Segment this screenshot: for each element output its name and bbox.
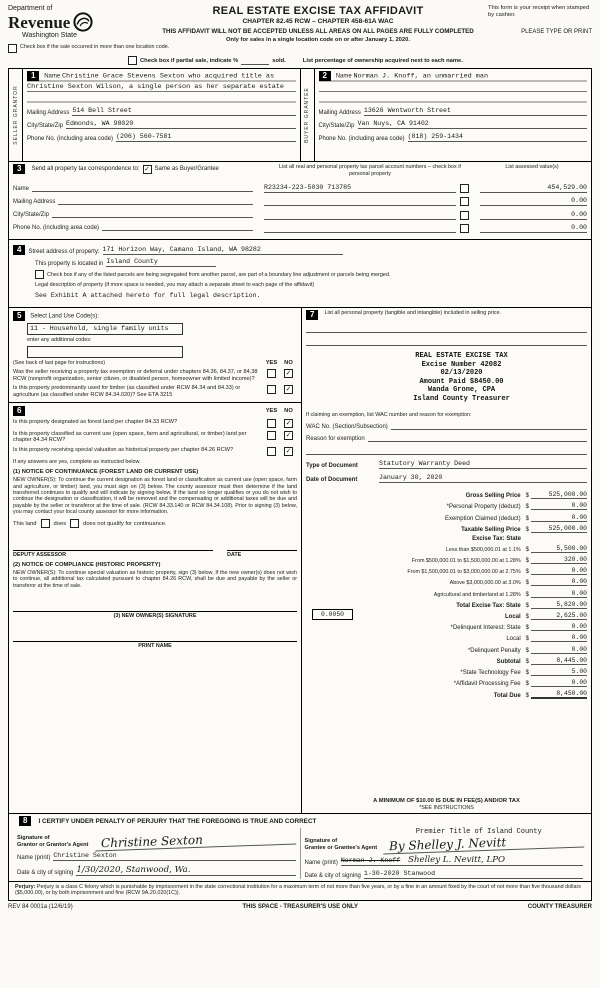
section-1-seller <box>9 69 301 161</box>
s6-q2-yes-checkbox[interactable] <box>267 431 276 440</box>
buyer-name-field[interactable] <box>319 71 588 103</box>
bracket-1-label: Less than $500,000.01 at 1.1% <box>446 546 521 553</box>
perjury-label: Perjury: <box>15 884 36 890</box>
dollar-sign: $ <box>525 515 529 522</box>
grantee-agent-label: Grantee or Grantee's Agent <box>304 844 378 851</box>
assessed-values-header: List assessed value(s) <box>505 164 559 170</box>
see-back-label: (See back of last page for instructions) <box>13 359 105 366</box>
parcel-numbers-header: List all real and personal property tax parcel account numbers – check box if personal property <box>279 164 461 177</box>
grantee-signature-block <box>300 828 588 879</box>
print-name-label: PRINT NAME <box>138 643 172 650</box>
partial-sale-percent-field[interactable] <box>241 57 269 65</box>
grantee-date-city-value[interactable]: 1-30-2020 Stanwood <box>364 870 583 879</box>
buyer-side-strip <box>301 69 315 161</box>
delinquent-penalty-value[interactable]: 0.00 <box>531 646 587 654</box>
reason-label: Reason for exemption <box>306 436 365 443</box>
left-column <box>9 308 302 813</box>
deputy-date-label: DATE <box>227 552 242 559</box>
treasurer-space-label: THIS SPACE - TREASURER'S USE ONLY <box>242 903 358 910</box>
minimum-due-note: A MINIMUM OF $10.00 IS DUE IN FEE(S) AND/OR TAX <box>373 798 520 804</box>
section-7-excise-tax <box>302 308 591 813</box>
partial-sale-row <box>128 56 592 65</box>
sold-label: sold. <box>272 57 286 64</box>
perjury-clause <box>9 882 591 900</box>
single-location-note: Only for sales in a single location code on or after January 1, 2020. <box>226 37 410 43</box>
s5-question-1: Was the seller receiving a property tax exemption or deferral under chapters 84.36, 84.37, or 84.38 RCW (nonprofit organization, senior citizen, or disabled person, homeowner with limited income)? <box>13 369 258 382</box>
seller-buyer-row <box>9 69 591 162</box>
taxable-selling-price-value[interactable]: 525,000.00 <box>531 525 587 533</box>
state-technology-fee-value[interactable]: 5.00 <box>531 668 587 676</box>
total-excise-state-value[interactable]: 5,820.00 <box>531 601 587 609</box>
s5-q2-no-checkbox[interactable]: ✓ <box>285 386 292 394</box>
grantee-signature[interactable] <box>382 833 583 855</box>
s5-question-2: Is this property predominantly used for timber (as classified under RCW 84.34 and 84.33) or agriculture (as classified under RCW 84.34.020)? See ETA 3215 <box>13 385 241 398</box>
grantor-signature-block <box>13 828 300 879</box>
county-treasurer-label: COUNTY TREASURER <box>527 903 592 910</box>
new-owner-signature-line[interactable] <box>13 601 297 612</box>
revenue-wordmark: Revenue <box>8 12 71 32</box>
seller-side-strip <box>9 69 23 161</box>
parcel-number-2[interactable] <box>264 197 456 206</box>
delinquent-interest-state-label: *Delinquent Interest: State <box>450 625 521 632</box>
s6-no-header: NO <box>284 407 293 414</box>
section-7-badge: 7 <box>306 310 318 320</box>
subtotal-label: Subtotal <box>496 658 521 665</box>
section-4-property <box>9 240 591 308</box>
street-address-value[interactable]: 171 Horizon Way, Camano Island, WA 98282 <box>103 246 343 255</box>
state-technology-fee-label: *State Technology Fee <box>460 669 521 676</box>
doc-type-value[interactable]: Statutory Warranty Deed <box>379 460 587 469</box>
personal-property-blank-1[interactable] <box>306 323 587 333</box>
seller-side-label: SELLER GRANTOR <box>12 85 19 145</box>
s5-q2-yes-checkbox[interactable] <box>267 385 276 394</box>
buyer-name-value[interactable]: Norman J. Knoff, an unmarried man <box>353 72 489 81</box>
seller-mailing-label: Mailing Address <box>27 110 70 116</box>
stamp-line-3: 02/13/2020 <box>440 369 483 378</box>
assessed-value-2[interactable]: 0.00 <box>480 197 587 206</box>
parcel-number-1[interactable]: R23234-223-5030 713785 <box>264 184 456 193</box>
s5-q1-no-checkbox[interactable]: ✓ <box>285 370 292 378</box>
corr-phone-field[interactable] <box>102 222 253 231</box>
additional-codes-label: enter any additional codes: <box>27 337 92 343</box>
buyer-mailing-value[interactable]: 13626 Wentworth Street <box>364 107 587 116</box>
wac-label: WAC No. (Section/Subsection) <box>306 424 388 431</box>
dollar-sign: $ <box>525 569 529 576</box>
by-label: By <box>388 838 405 854</box>
personal-property-checkbox-2[interactable] <box>460 197 469 206</box>
section-2-buyer <box>301 69 592 161</box>
corr-name-label: Name <box>13 186 30 193</box>
dollar-sign: $ <box>525 636 529 643</box>
gross-selling-price-label: Gross Selling Price <box>465 493 521 500</box>
doc-date-value[interactable]: January 30, 2020 <box>379 474 587 483</box>
same-as-buyer-label: Same as Buyer/Grantee <box>154 166 219 172</box>
buyer-mailing-label: Mailing Address <box>318 110 361 116</box>
new-owner-signature-label: (3) NEW OWNER(S) SIGNATURE <box>113 613 197 620</box>
multi-location-label: Check box if the sale occurred in more than one location code. <box>20 44 170 50</box>
no-header: NO <box>284 360 293 367</box>
grantee-name-struck: Norman J. Knoff <box>340 857 401 864</box>
s6-q1-yes-checkbox[interactable] <box>267 419 276 428</box>
corr-city-field[interactable] <box>52 209 253 218</box>
personal-property-label: List all personal property (tangible and intangible) included in selling price. <box>324 310 501 316</box>
grantee-name-print-label: Name (print) <box>304 860 338 866</box>
seller-phone-value[interactable]: (206) 560-7581 <box>116 133 295 142</box>
same-as-buyer-checkbox[interactable]: ✓ <box>144 165 150 173</box>
bracket-3-label: From $1,500,000.01 to $3,000,000.00 at 2.75% <box>407 569 521 576</box>
grantee-name-print-value[interactable] <box>341 855 583 866</box>
section-8-certification <box>9 814 591 882</box>
s6-yes-header: YES <box>265 407 278 414</box>
does-checkbox[interactable] <box>41 519 50 528</box>
buyer-name-label: Name <box>335 73 352 80</box>
bracket-1-value[interactable]: 5,500.00 <box>531 545 587 553</box>
stamp-line-1: REAL ESTATE EXCISE TAX <box>415 352 508 360</box>
grantor-signature[interactable]: Christine Sexton <box>95 830 296 852</box>
affidavit-form <box>8 68 592 901</box>
s6-q2-no-checkbox[interactable]: ✓ <box>285 431 292 439</box>
corr-phone-label: Phone No. (including area code) <box>13 225 100 232</box>
exemption-intro: If claiming an exemption, list WAC number and reason for exemption: <box>306 411 472 418</box>
section-6-designation <box>9 403 301 813</box>
local-rate-box[interactable]: 0.0050 <box>312 609 353 620</box>
delinquent-interest-local-value[interactable]: 0.00 <box>531 634 587 642</box>
see-instructions-note: *SEE INSTRUCTIONS <box>419 805 474 811</box>
perjury-text: Perjury is a class C felony which is punishable by imprisonment in the state correctional institution for a maximum term of not more than five years, or by a fine in an amount fixed by the court of not more than five thousand dollars ($5,000.00), or by both imprisonment and fine (RCW 9A.20.020(1C)). <box>15 884 581 897</box>
notice-compliance-body: NEW OWNER(S): To continue special valuation as historic property, sign (3) below. If the new owner(s) does not wish to continue, all additional tax calculated pursuant to chapter 84.26 RCW, shall be due and payable by the seller or transferor at the time of sale. <box>13 570 297 589</box>
bracket-5-label: Agricultural and timberland at 1.28% <box>433 591 521 598</box>
excise-tax-state-header: Excise Tax: State <box>472 535 521 542</box>
personal-property-checkbox-1[interactable] <box>460 184 469 193</box>
dollar-sign: $ <box>525 669 529 676</box>
parcel-number-3[interactable] <box>264 211 456 220</box>
bracket-2-value[interactable]: 320.00 <box>531 556 587 564</box>
washington-state-text: Washington State <box>22 32 77 39</box>
total-due-value[interactable]: 8,450.00 <box>531 690 587 699</box>
dollar-sign: $ <box>525 602 529 609</box>
dollar-sign: $ <box>525 580 529 587</box>
s5-q1-yes-checkbox[interactable] <box>267 369 276 378</box>
section-8-badge: 8 <box>19 816 31 826</box>
certify-statement: I CERTIFY UNDER PENALTY OF PERJURY THAT THE FOREGOING IS TRUE AND CORRECT <box>38 817 317 825</box>
partial-sale-checkbox[interactable] <box>128 56 137 65</box>
please-type-or-print: PLEASE TYPE OR PRINT <box>521 29 592 35</box>
dollar-sign: $ <box>525 614 529 621</box>
treasurer-stamp <box>336 352 587 404</box>
s6-q1-no-checkbox[interactable]: ✓ <box>285 419 292 427</box>
grantee-signature-of-label: Signature of <box>304 838 338 845</box>
bracket-3-value[interactable]: 0.00 <box>531 567 587 575</box>
seller-city-value[interactable]: Edmonds, WA 98020 <box>66 120 295 129</box>
dollar-sign: $ <box>525 693 529 700</box>
dollar-sign: $ <box>525 493 529 500</box>
dollar-sign: $ <box>525 546 529 553</box>
dollar-sign: $ <box>525 625 529 632</box>
legal-description-value[interactable]: See Exhibit A attached hereto for full legal description. <box>35 291 261 299</box>
dollar-sign: $ <box>525 504 529 511</box>
multi-location-row <box>8 44 592 53</box>
page-footer <box>8 904 592 910</box>
print-name-line[interactable] <box>13 631 297 642</box>
buyer-city-label: City/State/Zip <box>318 123 355 129</box>
yes-header: YES <box>265 360 278 367</box>
corr-city-label: City/State/Zip <box>13 212 50 219</box>
section-1-badge: 1 <box>27 71 39 81</box>
subtotal-value[interactable]: 8,445.00 <box>531 657 587 665</box>
multi-location-checkbox[interactable] <box>8 44 17 53</box>
dollar-sign: $ <box>525 558 529 565</box>
stamp-line-4: Amount Paid $8450.00 <box>419 377 504 386</box>
this-land-label: This land <box>13 520 37 527</box>
personal-property-checkbox-4[interactable] <box>460 224 469 233</box>
bracket-2-label: From $500,000.01 to $1,500,000.00 at 1.28% <box>411 558 521 565</box>
form-title: REAL ESTATE EXCISE TAX AFFIDAVIT <box>212 5 424 17</box>
buyer-phone-value[interactable]: (818) 259-1434 <box>408 133 587 142</box>
deputy-date-line[interactable] <box>227 540 297 551</box>
form-chapter: CHAPTER 82.45 RCW – CHAPTER 458-61A WAC <box>242 18 394 25</box>
grantor-name-print-value[interactable]: Christine Sexton <box>53 852 295 861</box>
corr-name-field[interactable] <box>32 183 253 192</box>
grantee-company: Premier Title of Island County <box>415 828 542 836</box>
bracket-4-value[interactable]: 0.00 <box>531 578 587 586</box>
revenue-logo-icon <box>73 12 93 32</box>
seller-name-field[interactable] <box>27 71 296 103</box>
bracket-4-label: Above $3,000,000.00 at 3.0% <box>449 580 521 587</box>
section-4-badge: 4 <box>13 245 25 255</box>
department-of-text: Department of <box>8 5 53 12</box>
receipt-note: This form is your receipt when stamped by cashier. <box>488 5 590 18</box>
seller-name-value[interactable]: Christine Grace Stevens Sexton who acquired title as Christine Sexton Wilson, a single person as her separate estate <box>27 72 284 92</box>
does-not-label: does not qualify for continuance. <box>83 520 167 527</box>
dollar-sign: $ <box>525 647 529 654</box>
affidavit-processing-fee-label: *Affidavit Processing Fee <box>453 681 521 688</box>
if-yes-note: If any answers are yes, complete as instructed below. <box>13 458 141 465</box>
local-label: Local <box>504 614 521 621</box>
corr-mailing-field[interactable] <box>58 196 253 205</box>
buyer-city-value[interactable]: Van Nuys, CA 91402 <box>358 120 587 129</box>
s6-question-1: Is this property designated as forest land per chapter 84.33 RCW? <box>13 418 178 425</box>
segregated-checkbox[interactable] <box>35 270 44 279</box>
s6-q3-yes-checkbox[interactable] <box>267 447 276 456</box>
grantee-date-city-label: Date & city of signing <box>304 873 361 879</box>
bracket-5-value[interactable]: 0.00 <box>531 590 587 598</box>
seller-city-label: City/State/Zip <box>27 123 64 129</box>
grantor-date-city-label: Date & city of signing <box>17 870 74 876</box>
exemption-claimed-value[interactable]: 0.00 <box>531 514 587 522</box>
additional-codes-field[interactable] <box>27 346 183 358</box>
stamp-line-6: Island County Treasurer <box>413 394 510 403</box>
stamp-line-2: Excise Number 42082 <box>421 360 502 369</box>
doc-type-label: Type of Document <box>306 463 358 470</box>
section-6-badge: 6 <box>13 406 25 416</box>
ownership-label: List percentage of ownership acquired next to each name. <box>302 57 463 64</box>
reason-blank-2[interactable] <box>306 445 587 455</box>
personal-property-deduct-label: *Personal Property (deduct) <box>446 504 521 511</box>
dollar-sign: $ <box>525 526 529 533</box>
affidavit-processing-fee-value[interactable]: 0.00 <box>531 679 587 687</box>
wac-field[interactable] <box>391 421 587 430</box>
s6-q3-no-checkbox[interactable]: ✓ <box>285 447 292 455</box>
segregated-label: Check box if any of the listed parcels are being segregated from another parcel, are part of a boundary line adjustment or parcels being merged. <box>47 272 391 279</box>
dollar-sign: $ <box>525 591 529 598</box>
form-header <box>8 5 592 43</box>
does-not-checkbox[interactable] <box>70 519 79 528</box>
warning-line: THIS AFFIDAVIT WILL NOT BE ACCEPTED UNLESS ALL AREAS ON ALL PAGES ARE FULLY COMPLETED <box>162 28 474 35</box>
legal-description-label: Legal description of property (if more space is needed, you may attach a separate sheet to each page of the affidavit) <box>35 282 315 288</box>
grantor-date-city-value[interactable]: 1/30/2020, Stanwood, Wa. <box>76 865 295 876</box>
s6-question-2: Is this property classified as current use (open space, farm and agricultural, or timber) land per chapter 84.34 RCW? <box>13 430 247 444</box>
local-value[interactable]: 2,625.00 <box>531 612 587 620</box>
grantor-agent-label: Grantor or Grantor's Agent <box>17 841 89 848</box>
total-due-label: Total Due <box>493 693 521 700</box>
seller-phone-label: Phone No. (including area code) <box>27 136 114 142</box>
middle-columns <box>9 308 591 814</box>
personal-property-checkbox-3[interactable] <box>460 211 469 220</box>
parcel-number-4[interactable] <box>264 224 456 233</box>
exemption-claimed-label: Exemption Claimed (deduct) <box>444 515 521 522</box>
located-in-label: This property is located in <box>35 261 104 267</box>
delinquent-interest-state-value[interactable]: 0.00 <box>531 623 587 631</box>
seller-name-label: Name <box>44 73 61 80</box>
delinquent-penalty-label: *Delinquent Penalty <box>467 647 521 654</box>
grantee-signature-name[interactable]: Shelley J. Nevitt <box>407 835 506 853</box>
dollar-sign: $ <box>525 658 529 665</box>
section-5-badge: 5 <box>13 311 25 321</box>
total-excise-state-label: Total Excise Tax: State <box>456 602 521 609</box>
personal-property-deduct-value[interactable]: 0.00 <box>531 502 587 510</box>
s6-question-3: Is this property receiving special valuation as historical property per chapter 84.26 RCW? <box>13 446 234 453</box>
section-3-badge: 3 <box>13 164 25 174</box>
section-3-tax-correspondence <box>9 162 591 240</box>
rev-form-number: REV 84 0001a (12/6/19) <box>8 903 73 910</box>
deputy-assessor-label: DEPUTY ASSESSOR <box>13 552 67 559</box>
located-in-value[interactable]: Island County <box>106 258 216 267</box>
notice-continuance-body: NEW OWNER(S): To continue the current designation as forest land or classification as current use (open space, farm and agriculture, or timber) land, you must sign on (3) below. The county assessor must then determine if the land transferred continues to qualify and will indicate by signing below. If the land no longer qualifies or you do not wish to continue the designation or classification, it will be removed and the compensating or additional taxes will be due and payable by the seller or transferor at the time of sale. (RCW 84.33.140 or RCW 84.34.108). Prior to signing (3) below, you may contact your local county assessor for more information. <box>13 477 297 515</box>
land-use-code-field[interactable]: 11 - Household, single family units <box>27 323 183 335</box>
does-label: does <box>53 520 67 527</box>
land-use-label: Select Land Use Code(s): <box>30 313 99 320</box>
delinquent-interest-local-label: Local <box>506 636 521 643</box>
section-2-badge: 2 <box>319 71 331 81</box>
partial-sale-label: Check box if partial sale, indicate % <box>140 57 239 64</box>
taxable-selling-price-label: Taxable Selling Price <box>461 526 521 533</box>
seller-mailing-value[interactable]: 514 Bell Street <box>72 107 295 116</box>
corr-mailing-label: Mailing Address <box>13 199 56 206</box>
buyer-side-label: BUYER GRANTEE <box>304 87 310 143</box>
assessed-value-3[interactable]: 0.00 <box>480 211 587 220</box>
deputy-assessor-signature-line[interactable] <box>13 540 213 551</box>
grantor-name-print-label: Name (print) <box>17 855 51 861</box>
section-5-land-use <box>9 308 301 403</box>
doc-date-label: Date of Document <box>306 477 358 484</box>
gross-selling-price-value[interactable]: 525,000.00 <box>531 491 587 499</box>
assessed-value-1[interactable]: 454,529.00 <box>480 184 587 193</box>
notice-compliance-title: (2) NOTICE OF COMPLIANCE (HISTORIC PROPERTY) <box>13 562 161 569</box>
dor-logo-block <box>8 5 148 39</box>
grantor-signature-of-label: Signature of <box>17 835 50 842</box>
stamp-line-5: Wanda Grone, CPA <box>427 386 496 395</box>
grantee-name-written: Shelley L. Nevitt, LPO <box>408 855 506 865</box>
personal-property-blank-2[interactable] <box>306 336 587 346</box>
buyer-phone-label: Phone No. (including area code) <box>318 136 405 142</box>
reason-field[interactable] <box>368 433 587 442</box>
dollar-sign: $ <box>525 681 529 688</box>
street-address-label: Street address of property: <box>28 249 100 255</box>
notice-continuance-title: (1) NOTICE OF CONTINUANCE (FOREST LAND OR CURRENT USE) <box>13 469 199 476</box>
send-correspondence-label: Send all property tax correspondence to: <box>31 166 140 172</box>
assessed-value-4[interactable]: 0.00 <box>480 224 587 233</box>
